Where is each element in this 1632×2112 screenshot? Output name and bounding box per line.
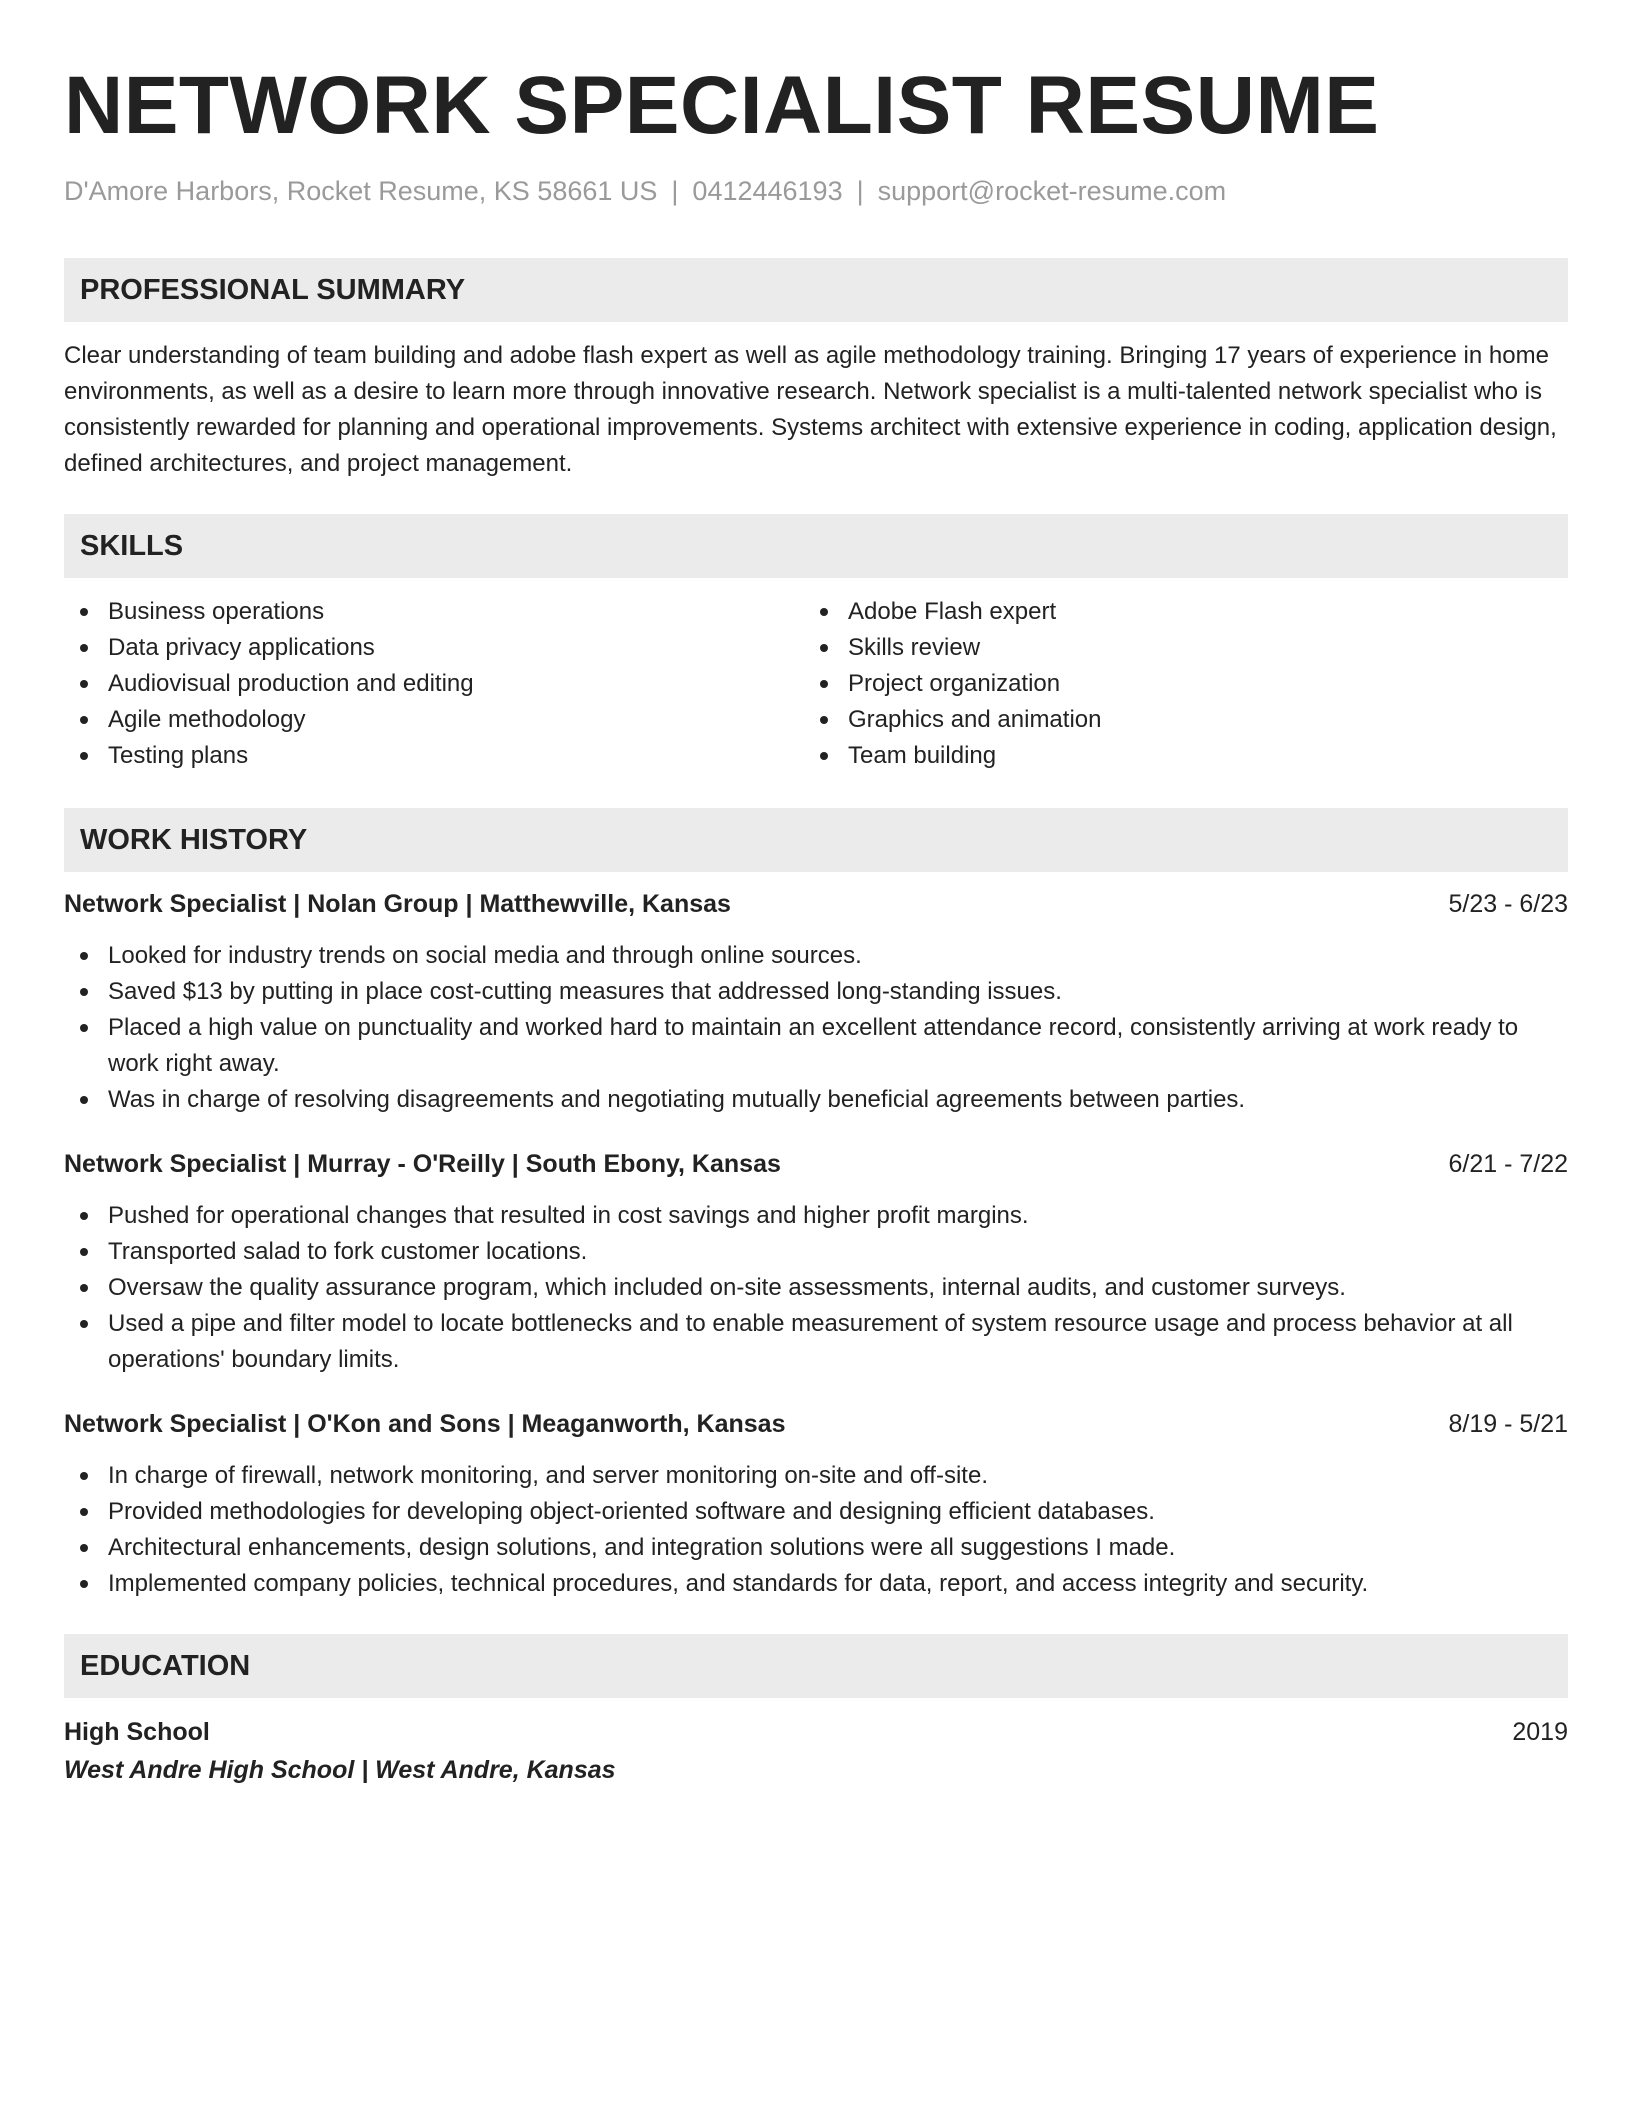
contact-phone: 0412446193 [692, 176, 843, 206]
skill-item: Data privacy applications [64, 630, 804, 666]
job-dates: 5/23 - 6/23 [1448, 890, 1568, 918]
job-bullets [64, 938, 1568, 1118]
bullet-icon [80, 952, 88, 960]
job-header [64, 886, 1568, 922]
bullet-icon [80, 1472, 88, 1480]
job-header [64, 1146, 1568, 1182]
skill-item: Team building [804, 738, 1544, 774]
bullet-icon [820, 716, 828, 724]
skills-columns [64, 594, 1568, 774]
bullet-icon [80, 988, 88, 996]
contact-email: support@rocket-resume.com [877, 176, 1227, 206]
resume-title: NETWORK SPECIALIST RESUME [64, 60, 1380, 151]
bullet-icon [80, 680, 88, 688]
job-bullet: Oversaw the quality assurance program, which included on-site assessments, internal audits, and customer surveys. [64, 1270, 1568, 1306]
bullet-icon [80, 1544, 88, 1552]
education-degree: High School [64, 1718, 210, 1746]
section-heading-skills: SKILLS [64, 514, 1568, 578]
contact-separator: | [856, 176, 864, 206]
job-bullet: Placed a high value on punctuality and worked hard to maintain an excellent attendance record, consistently arriving at work ready to work right away. [64, 1010, 1568, 1082]
skills-left-column [64, 594, 804, 774]
skill-item: Audiovisual production and editing [64, 666, 804, 702]
section-heading-work-history: WORK HISTORY [64, 808, 1568, 872]
bullet-icon [820, 608, 828, 616]
education-year: 2019 [1512, 1718, 1568, 1746]
bullet-icon [80, 608, 88, 616]
job-bullet: Provided methodologies for developing object-oriented software and designing efficient databases. [64, 1494, 1568, 1530]
contact-address: D'Amore Harbors, Rocket Resume, KS 58661 US [64, 176, 658, 206]
job-title: Network Specialist | Murray - O'Reilly | South Ebony, Kansas [64, 1150, 781, 1178]
job-bullet: Saved $13 by putting in place cost-cutting measures that addressed long-standing issues. [64, 974, 1568, 1010]
bullet-icon [820, 644, 828, 652]
bullet-icon [80, 1024, 88, 1032]
summary-text: Clear understanding of team building and adobe flash expert as well as agile methodology training. Bringing 17 years of experience in home environments, as well as a desire to learn more through innovative research. Network specialist is a multi-talented network specialist who is consistently rewarded for planning and operational improvements. Systems architect with extensive experience in coding, application design, defined architectures, and project management. [64, 342, 1557, 477]
education-entry [64, 1714, 1568, 1790]
bullet-icon [80, 716, 88, 724]
bullet-icon [80, 1248, 88, 1256]
job-dates: 8/19 - 5/21 [1448, 1410, 1568, 1438]
bullet-icon [820, 680, 828, 688]
education-header [64, 1714, 1568, 1750]
section-heading-education: EDUCATION [64, 1634, 1568, 1698]
job-bullet: Transported salad to fork customer locations. [64, 1234, 1568, 1270]
section-heading-summary: PROFESSIONAL SUMMARY [64, 258, 1568, 322]
job-title: Network Specialist | Nolan Group | Matthewville, Kansas [64, 890, 731, 918]
bullet-icon [820, 752, 828, 760]
skill-item: Testing plans [64, 738, 804, 774]
contact-separator: | [671, 176, 679, 206]
job-entry [64, 886, 1568, 1118]
job-bullet: Was in charge of resolving disagreements and negotiating mutually beneficial agreements between parties. [64, 1082, 1568, 1118]
education-school: West Andre High School | West Andre, Kansas [64, 1756, 616, 1784]
job-title: Network Specialist | O'Kon and Sons | Meaganworth, Kansas [64, 1410, 786, 1438]
skills-right-column [804, 594, 1544, 774]
bullet-icon [80, 1284, 88, 1292]
bullet-icon [80, 644, 88, 652]
job-entry [64, 1406, 1568, 1602]
bullet-icon [80, 1508, 88, 1516]
job-bullet: In charge of firewall, network monitoring, and server monitoring on-site and off-site. [64, 1458, 1568, 1494]
job-bullet: Looked for industry trends on social media and through online sources. [64, 938, 1568, 974]
contact-line [64, 172, 1568, 210]
bullet-icon [80, 1096, 88, 1104]
job-header [64, 1406, 1568, 1442]
bullet-icon [80, 752, 88, 760]
skill-item: Skills review [804, 630, 1544, 666]
job-bullet: Architectural enhancements, design solutions, and integration solutions were all suggestions I made. [64, 1530, 1568, 1566]
job-bullet: Used a pipe and filter model to locate bottlenecks and to enable measurement of system resource usage and process behavior at all operations' boundary limits. [64, 1306, 1568, 1378]
skill-item: Agile methodology [64, 702, 804, 738]
skill-item: Adobe Flash expert [804, 594, 1544, 630]
job-bullet: Pushed for operational changes that resulted in cost savings and higher profit margins. [64, 1198, 1568, 1234]
job-bullets [64, 1198, 1568, 1378]
job-bullet: Implemented company policies, technical procedures, and standards for data, report, and access integrity and security. [64, 1566, 1568, 1602]
skill-item: Business operations [64, 594, 804, 630]
skill-item: Graphics and animation [804, 702, 1544, 738]
skill-item: Project organization [804, 666, 1544, 702]
job-dates: 6/21 - 7/22 [1448, 1150, 1568, 1178]
bullet-icon [80, 1580, 88, 1588]
bullet-icon [80, 1212, 88, 1220]
job-bullets [64, 1458, 1568, 1602]
bullet-icon [80, 1320, 88, 1328]
job-entry [64, 1146, 1568, 1378]
